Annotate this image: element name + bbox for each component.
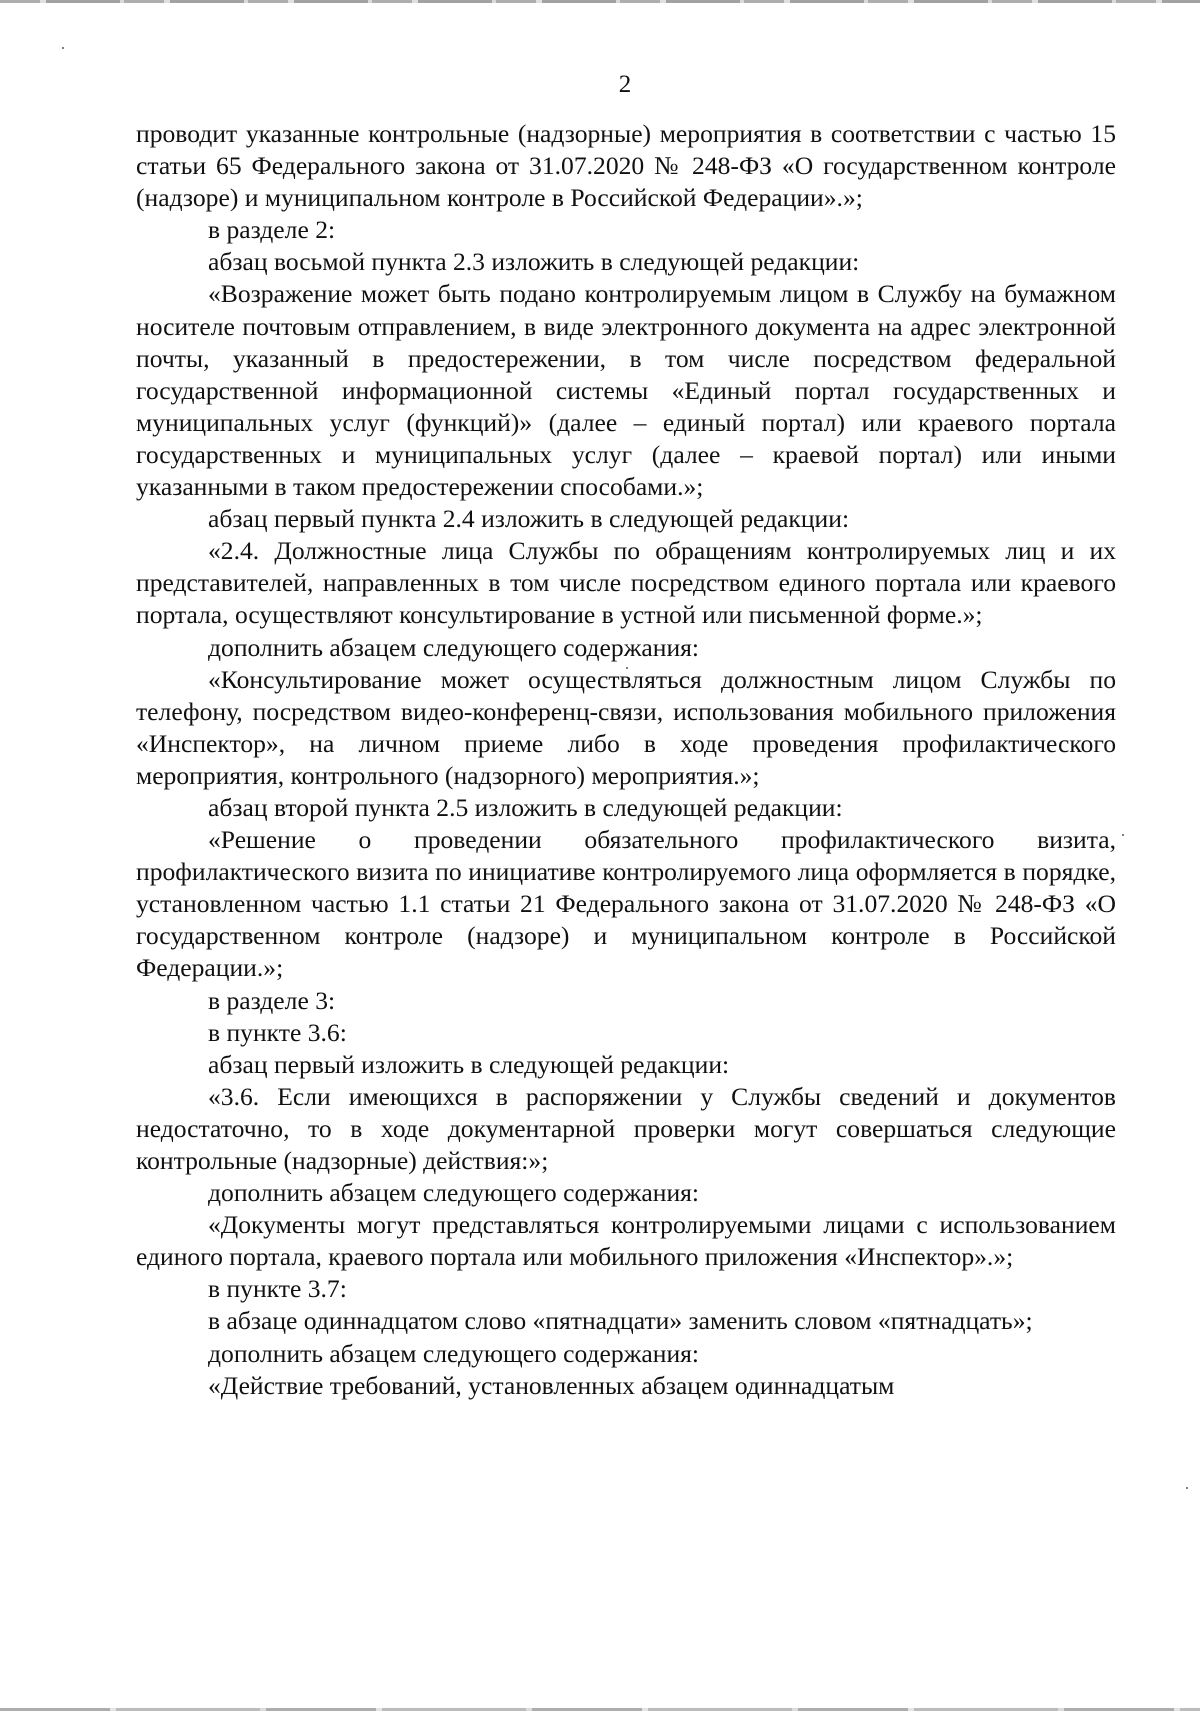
paragraph: «Решение о проведении обязательного профилактического визита, профилактического визита по инициативе контролируемого лица оформляется в порядке, установленном частью 1.1 статьи 21 Федерального закона от 31.07.2020 № 248-ФЗ «О государственном контроле (надзоре) и муниципальном контроле в Российской Федерации.»; (136, 825, 1116, 983)
paragraph: «2.4. Должностные лица Службы по обращениям контролируемых лиц и их представителей, направленных в том числе посредством единого портала или краевого портала, осуществляют консультирование в устной или письменной форме.»; (136, 536, 1116, 630)
body-text (136, 118, 1116, 1402)
scan-speck (62, 47, 64, 49)
scan-top-edge (0, 0, 1200, 3)
paragraph: дополнить абзацем следующего содержания: (208, 632, 700, 662)
paragraph: дополнить абзацем следующего содержания: (208, 1178, 700, 1208)
paragraph: «Возражение может быть подано контролируемым лицом в Службу на бумажном носителе почтовым отправлением, в виде электронного документа на адрес электронной почты, указанный в предостережении, в том числе посредством федеральной государственной информационной системы «Единый портал государственных и муниципальных услуг (функций)» (далее – единый портал) или краевого портала государственных и муниципальных услуг (далее – краевой портал) или иными указанными в таком предостережении способами.»; (136, 279, 1116, 502)
paragraph: абзац восьмой пункта 2.3 изложить в следующей редакции: (208, 247, 860, 277)
paragraph: проводит указанные контрольные (надзорные) мероприятия в соответствии с частью 15 статьи 65 Федерального закона от 31.07.2020 № 248-ФЗ «О государственном контроле (надзоре) и муниципальном контроле в Российской Федерации».»; (136, 119, 1116, 213)
paragraph: абзац первый пункта 2.4 изложить в следующей редакции: (208, 504, 850, 534)
scan-speck (1186, 1487, 1188, 1489)
paragraph: дополнить абзацем следующего содержания: (208, 1338, 700, 1368)
paragraph: в разделе 3: (208, 985, 336, 1015)
page-number: 2 (618, 71, 632, 98)
paragraph: в абзаце одиннадцатом слово «пятнадцати» заменить словом «пятнадцать»; (208, 1306, 1033, 1336)
scan-speck (1122, 834, 1124, 836)
paragraph: абзац второй пункта 2.5 изложить в следующей редакции: (208, 792, 843, 822)
scan-bottom-edge (0, 1708, 1200, 1711)
paragraph: «Консультирование может осуществляться должностным лицом Службы по телефону, посредством видео-конференц-связи, использования мобильного приложения «Инспектор», на личном приеме либо в ходе проведения профилактического мероприятия, контрольного (надзорного) мероприятия.»; (136, 664, 1116, 790)
paragraph: «Действие требований, установленных абзацем одиннадцатым (208, 1370, 895, 1400)
paragraph: «Документы могут представляться контролируемыми лицами с использованием единого портала, краевого портала или мобильного приложения «Инспектор».»; (136, 1210, 1116, 1272)
paragraph: в пункте 3.6: (208, 1017, 347, 1047)
paragraph: в разделе 2: (208, 215, 336, 245)
paragraph: «3.6. Если имеющихся в распоряжении у Службы сведений и документов недостаточно, то в ходе документарной проверки могут совершаться следующие контрольные (надзорные) действия:»; (136, 1081, 1116, 1175)
paragraph: абзац первый изложить в следующей редакции: (208, 1049, 730, 1079)
paragraph: в пункте 3.7: (208, 1274, 347, 1304)
